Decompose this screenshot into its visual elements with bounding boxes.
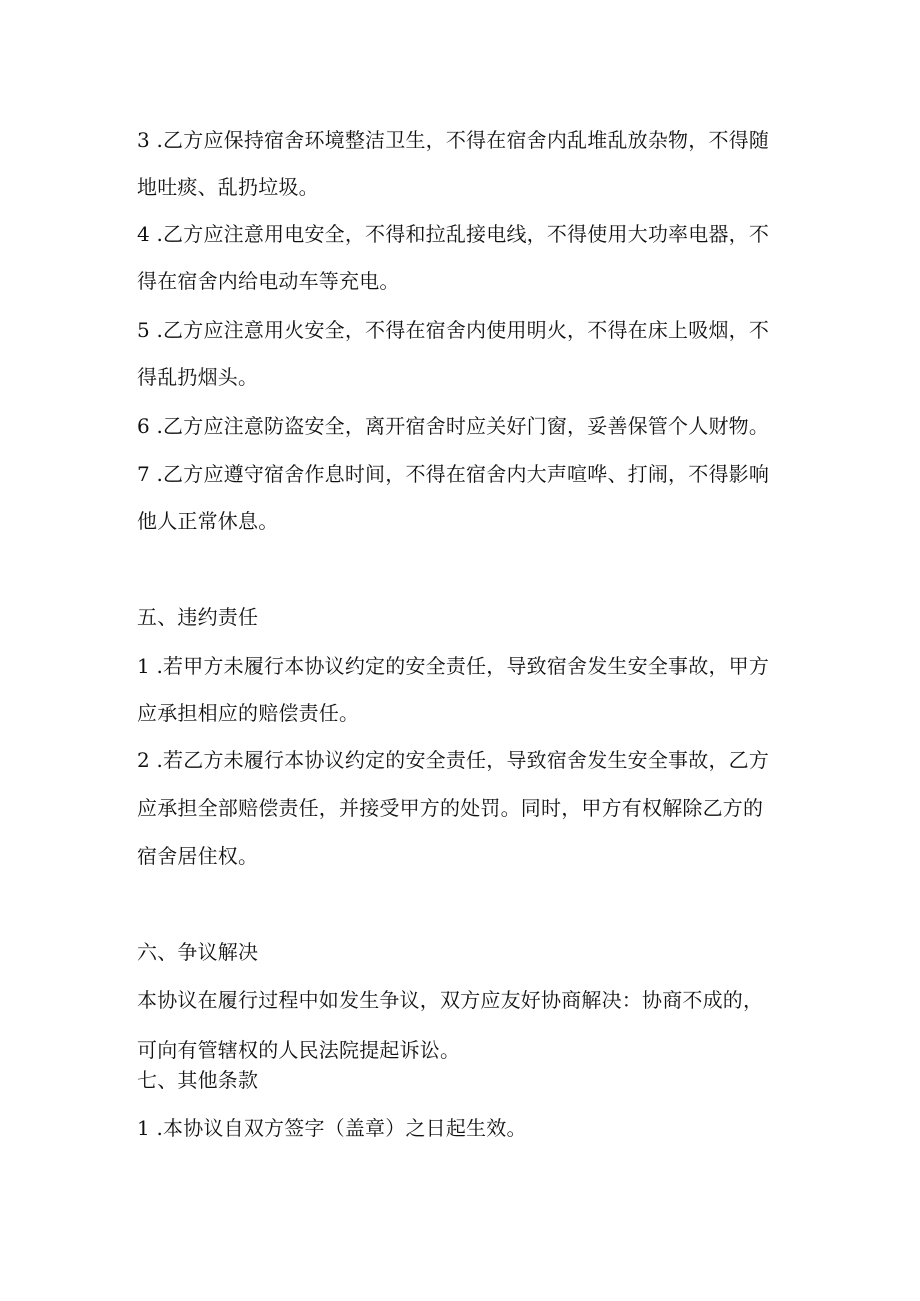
clause-5-line-1: 5 .乙方应注意用火安全，不得在宿舍内使用明火，不得在床上吸烟，不 (137, 318, 770, 342)
section-heading-other: 七、其他条款 (137, 1068, 259, 1092)
breach-clause-1-line-1: 1 .若甲方未履行本协议约定的安全责任，导致宿舍发生安全事故，甲方 (137, 654, 770, 678)
dispute-text-line-2: 可向有管辖权的人民法院提起诉讼。 (137, 1038, 461, 1062)
section-heading-dispute: 六、争议解决 (137, 940, 259, 964)
clause-4-line-2: 得在宿舍内给电动车等充电。 (137, 269, 400, 293)
breach-clause-2-line-2: 应承担全部赔偿责任，并接受甲方的处罚。同时，甲方有权解除乙方的 (137, 796, 764, 820)
clause-3-line-1: 3 .乙方应保持宿舍环境整洁卫生，不得在宿舍内乱堆乱放杂物，不得随 (137, 128, 770, 152)
dispute-text-line-1: 本协议在履行过程中如发生争议，双方应友好协商解决：协商不成的， (137, 988, 764, 1012)
breach-clause-1-line-2: 应承担相应的赔偿责任。 (137, 701, 360, 725)
clause-6-line-1: 6 .乙方应注意防盗安全，离开宿舍时应关好门窗，妥善保管个人财物。 (137, 414, 770, 438)
clause-7-line-2: 他人正常休息。 (137, 509, 279, 533)
clause-4-line-1: 4 .乙方应注意用电安全，不得和拉乱接电线，不得使用大功率电器，不 (137, 222, 770, 246)
breach-clause-2-line-1: 2 .若乙方未履行本协议约定的安全责任，导致宿舍发生安全事故，乙方 (137, 748, 770, 772)
clause-7-line-1: 7 .乙方应遵守宿舍作息时间，不得在宿舍内大声喧哗、打闹，不得影响 (137, 462, 770, 486)
clause-5-line-2: 得乱扔烟头。 (137, 365, 259, 389)
section-heading-breach: 五、违约责任 (137, 605, 259, 629)
breach-clause-2-line-3: 宿舍居住权。 (137, 844, 259, 868)
other-clause-1: 1 .本协议自双方签字（盖章）之日起生效。 (137, 1116, 527, 1140)
clause-3-line-2: 地吐痰、乱扔垃圾。 (137, 175, 319, 199)
